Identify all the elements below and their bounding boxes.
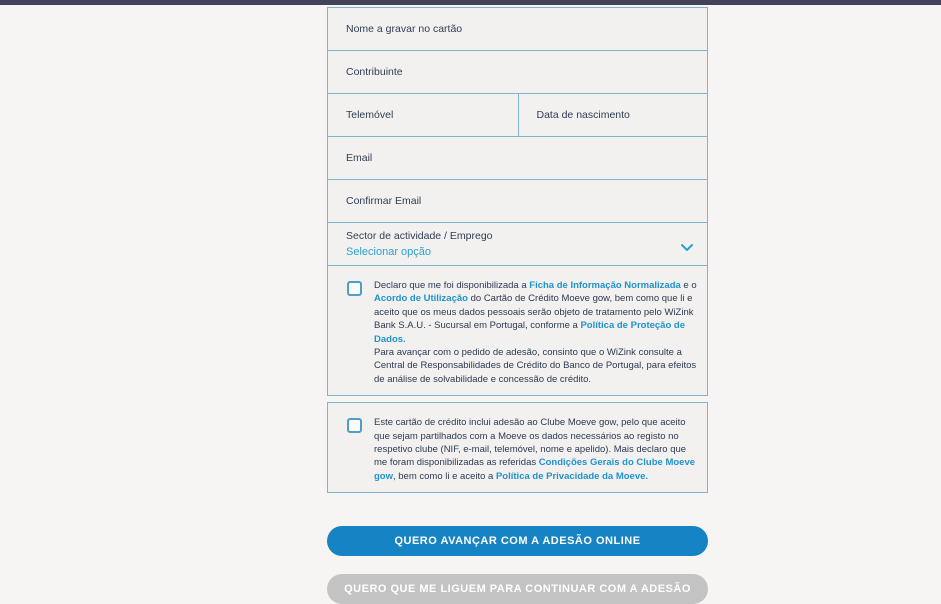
- mobile-input[interactable]: [328, 94, 518, 136]
- legal-link[interactable]: Condições Gerais do Clube Moeve gow: [374, 457, 696, 482]
- birth-date-field: [518, 94, 708, 136]
- confirm-email-input[interactable]: [328, 180, 707, 222]
- sector-dropdown[interactable]: [327, 222, 708, 266]
- mobile-birthdate-row: [327, 93, 708, 137]
- legal-link[interactable]: Política de Privacidade da Moeve.: [495, 470, 649, 482]
- birth-date-input[interactable]: [519, 94, 708, 136]
- application-form: [327, 7, 708, 604]
- sector-selected-value: Selecionar opção: [346, 246, 432, 258]
- confirm-email-field: [327, 179, 708, 223]
- name-on-card-field: [327, 7, 708, 51]
- consent-checkbox[interactable]: [347, 281, 362, 296]
- submit-online-button[interactable]: QUERO AVANÇAR COM A ADESÃO ONLINE: [327, 526, 708, 556]
- email-input[interactable]: [328, 137, 707, 179]
- mobile-field: [328, 94, 518, 136]
- consent-club-membership: [327, 402, 708, 493]
- legal-link[interactable]: Ficha de Informação Normalizada: [529, 280, 681, 291]
- consent-checkbox[interactable]: [347, 418, 362, 433]
- top-accent-bar: [0, 0, 941, 5]
- name-on-card-input[interactable]: [328, 8, 707, 50]
- legal-link[interactable]: Acordo de Utilização: [374, 293, 468, 305]
- consent-text: Declaro que me foi disponibilizada a Ficha de Informação Normalizada e o Acordo de Utilização do Cartão de Crédito Moeve gow, bem como que li e aceito que os meus dados pessoais serão objeto de tratamento pelo WiZink Bank S.A.U. - Sucursal em Portugal, conforme a Política de Proteção de Dados. Para avançar com o pedido de adesão, consinto que o WiZink consulte a Central de Responsabilidades de Crédito do Banco de Portugal, para efeitos de análise de solvabilidade e concessão de crédito.: [374, 280, 697, 385]
- sector-label: Sector de actividade / Emprego: [346, 230, 493, 242]
- request-call-button[interactable]: QUERO QUE ME LIGUEM PARA CONTINUAR COM A ADESÃO: [327, 574, 708, 604]
- legal-link[interactable]: Política de Proteção de Dados.: [374, 320, 685, 345]
- email-field: [327, 136, 708, 180]
- consent-data-processing: [327, 265, 708, 396]
- tax-id-field: [327, 50, 708, 94]
- consent-text: Este cartão de crédito inclui adesão ao Clube Moeve gow, pelo que aceito que sejam partilhados com a Moeve os dados necessários ao registo no respetivo clube (NIF, e-mail, telemóvel, nome e apelido). Mais declaro que me foram disponibilizadas as referidas Condições Gerais do Clube Moeve gow, bem como li e aceito a Política de Privacidade da Moeve.: [374, 417, 696, 482]
- tax-id-input[interactable]: [328, 51, 707, 93]
- chevron-down-icon: [680, 243, 694, 252]
